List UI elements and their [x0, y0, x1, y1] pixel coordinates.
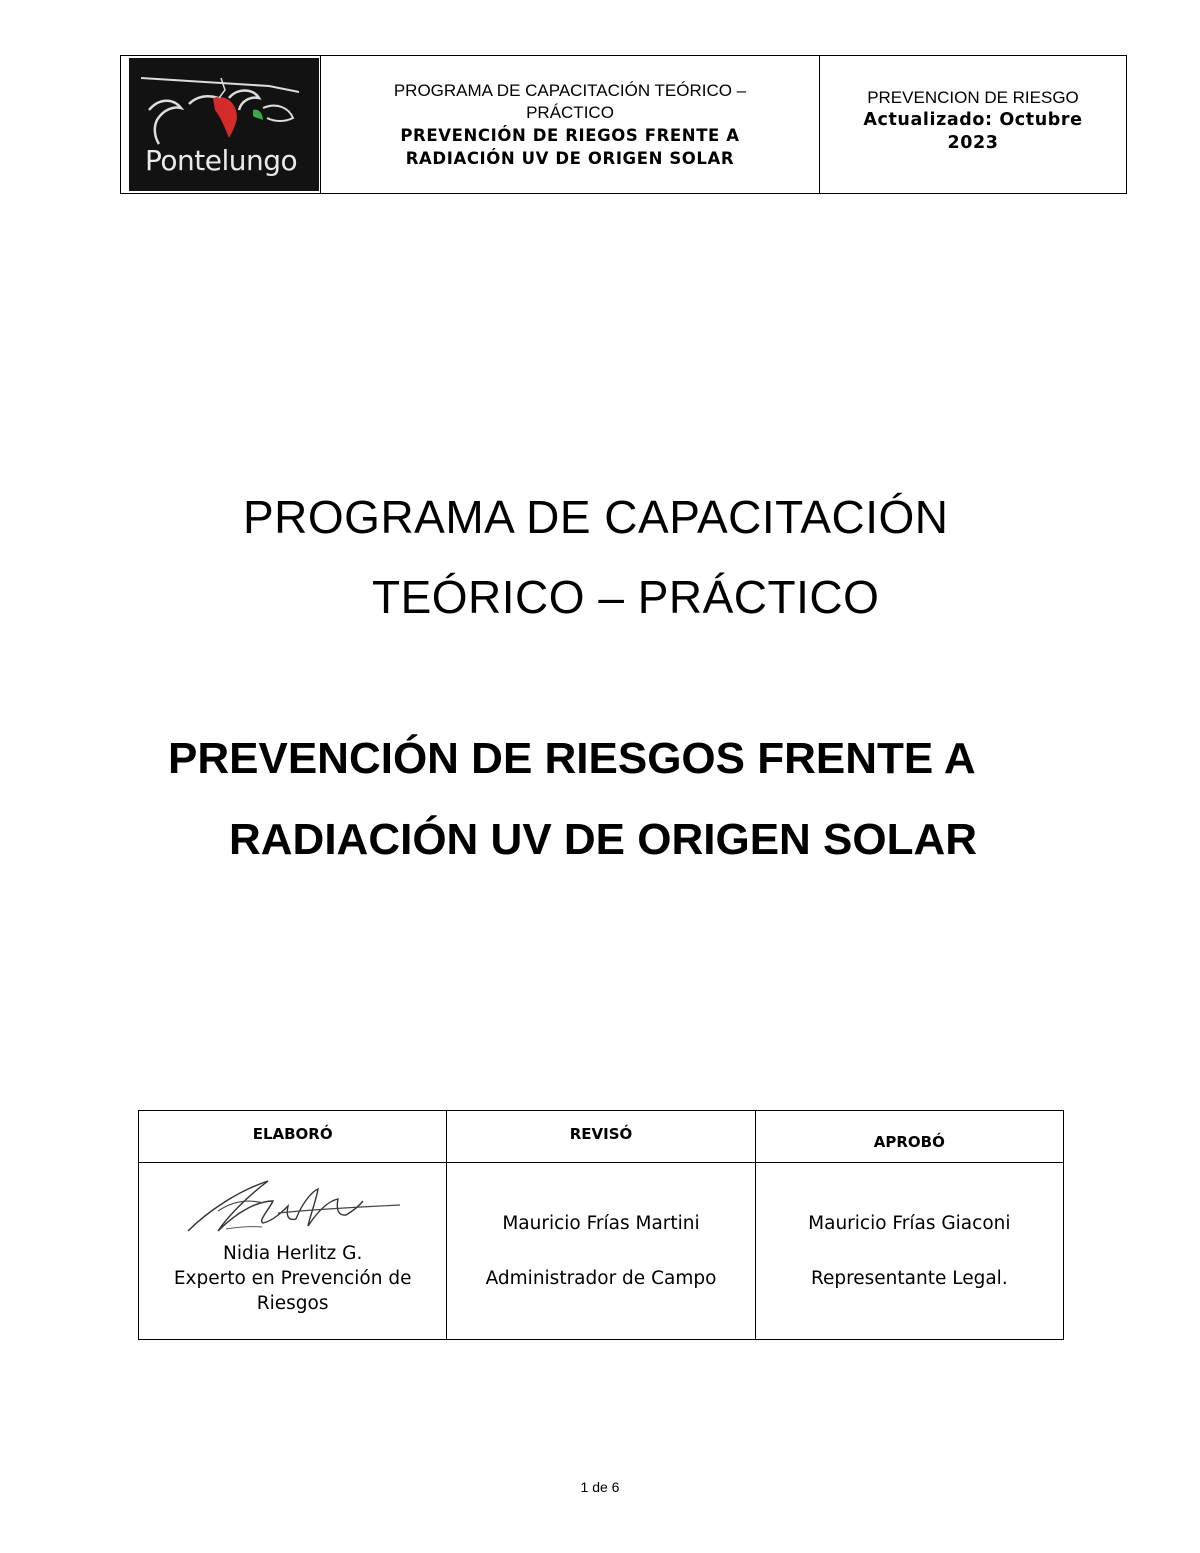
elaboro-name: Nidia Herlitz G. [223, 1243, 363, 1264]
document-header-table [120, 55, 1127, 194]
company-logo [129, 58, 319, 191]
reviso-header-cell [447, 1111, 755, 1163]
aprobo-name: Mauricio Frías Giaconi [808, 1213, 1011, 1234]
reviso-cell [447, 1163, 755, 1340]
subtitle-line-1: PREVENCIÓN DE RIESGOS FRENTE A [168, 734, 976, 783]
elaboro-header-cell [139, 1111, 447, 1163]
reviso-role: Administrador de Campo [485, 1268, 717, 1289]
main-title-line-1: PROGRAMA DE CAPACITACIÓN [243, 491, 949, 543]
elaboro-header: ELABORÓ [252, 1125, 333, 1143]
header-program-cell [321, 56, 820, 193]
header-topic-line: PREVENCIÓN DE RIEGOS FRENTE A RADIACIÓN UV DE ORIGEN SOLAR [400, 125, 740, 168]
approval-signature-table [138, 1110, 1064, 1340]
elaboro-role: Experto en Prevención de Riesgos [173, 1268, 412, 1314]
aprobo-header: APROBÓ [873, 1133, 945, 1151]
header-program-line: PROGRAMA DE CAPACITACIÓN TEÓRICO – PRÁCTICO [393, 80, 747, 122]
logo-cell [121, 56, 321, 193]
header-status-cell [820, 56, 1126, 193]
reviso-header: REVISÓ [569, 1125, 633, 1143]
aprobo-cell [755, 1163, 1063, 1340]
main-title-line-2: TEÓRICO – PRÁCTICO [372, 571, 880, 623]
header-updated-date: Actualizado: Octubre 2023 [863, 109, 1083, 153]
aprobo-role: Representante Legal. [810, 1268, 1008, 1289]
signature-header-row [139, 1111, 1064, 1163]
page-number: 1 de 6 [580, 1479, 620, 1495]
signature-content-row [139, 1163, 1064, 1340]
subtitle-line-2: RADIACIÓN UV DE ORIGEN SOLAR [229, 815, 978, 864]
elaboro-cell [139, 1163, 447, 1340]
logo-wordmark: Pontelungo [145, 144, 298, 177]
header-section-title: PREVENCION DE RIESGO [867, 87, 1079, 107]
reviso-name: Mauricio Frías Martini [502, 1213, 700, 1234]
aprobo-header-cell [755, 1111, 1063, 1163]
handwritten-signature [178, 1171, 408, 1241]
